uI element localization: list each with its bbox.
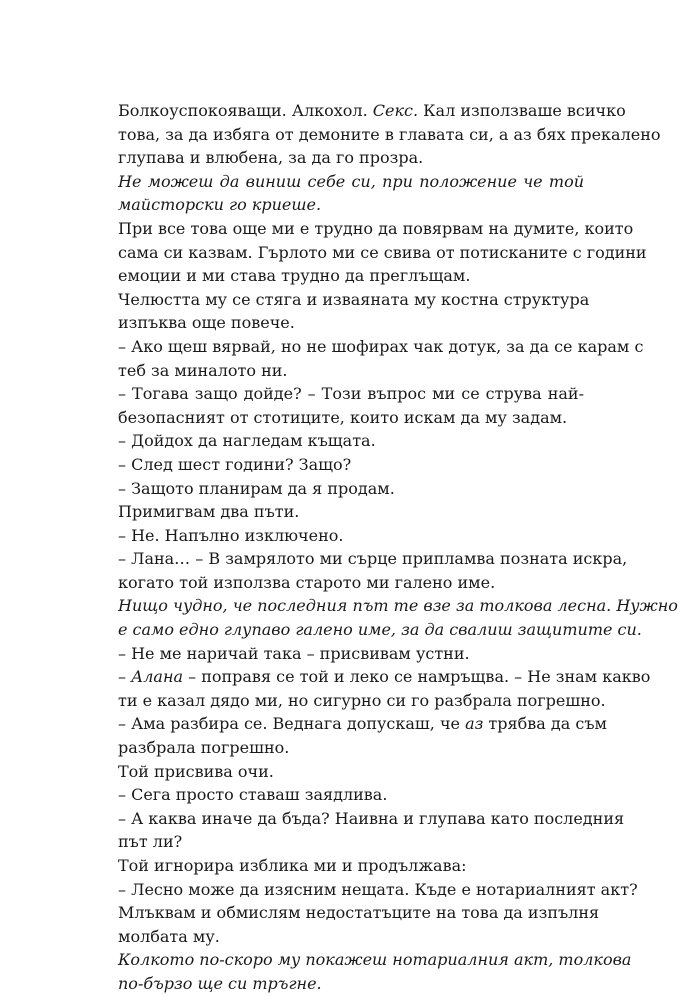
text-line bbox=[118, 547, 628, 571]
text-run: – Не ме наричай така – присвивам устни. bbox=[118, 643, 470, 663]
text-run: – Сега просто ставаш заядлива. bbox=[118, 785, 388, 805]
text-line bbox=[118, 712, 607, 736]
text-run: – След шест години? Защо? bbox=[118, 454, 352, 474]
text-run: Кал използваше всичко bbox=[418, 101, 626, 120]
text-line bbox=[118, 123, 661, 147]
text-line bbox=[118, 193, 584, 217]
italic-text-run: Колкото по-скоро му покажеш нотариалния акт, толкова bbox=[118, 950, 632, 970]
italic-text-run: Не можеш да виниш себе си, при положение че той bbox=[118, 171, 584, 191]
text-line bbox=[118, 288, 590, 312]
paragraph bbox=[118, 642, 584, 666]
text-run: когато той използва старото ми галено име. bbox=[118, 572, 496, 592]
paragraph bbox=[118, 807, 625, 854]
text-line bbox=[118, 901, 600, 925]
text-line bbox=[118, 429, 584, 453]
text-run: глупава и влюбена, за да го прозра. bbox=[118, 148, 424, 168]
text-run: теб за миналото ни. bbox=[118, 360, 288, 380]
text-line bbox=[118, 972, 584, 996]
text-line bbox=[118, 689, 606, 713]
paragraph bbox=[118, 453, 584, 477]
text-run: Той присвива очи. bbox=[118, 761, 274, 781]
italic-text-run: Алана bbox=[131, 667, 184, 687]
text-line bbox=[118, 665, 651, 689]
text-line bbox=[118, 736, 584, 760]
paragraph bbox=[118, 665, 651, 712]
paragraph bbox=[118, 500, 584, 524]
text-line bbox=[118, 241, 647, 265]
italic-text-run: Секс. bbox=[372, 101, 419, 120]
text-run: Млъквам и обмислям недостатъците на това да изпълня bbox=[118, 903, 600, 923]
paragraph bbox=[118, 170, 584, 217]
text-run: – Дойдох да нагледам къщата. bbox=[118, 431, 376, 451]
text-run: При все това още ми е трудно да повярвам на думите, които bbox=[118, 218, 634, 238]
paragraph bbox=[118, 429, 584, 453]
paragraph bbox=[118, 335, 644, 382]
text-run: – Лесно може да изясним нещата. Къде е нотариалният акт? bbox=[118, 879, 638, 899]
paragraph bbox=[118, 217, 647, 288]
text-run: – bbox=[118, 667, 132, 687]
paragraph bbox=[118, 760, 584, 784]
paragraph bbox=[118, 712, 607, 759]
text-line bbox=[118, 642, 584, 666]
text-run: трябва да съм bbox=[483, 714, 607, 734]
text-line bbox=[118, 948, 632, 972]
italic-text-run: по-бързо ще си тръгне. bbox=[118, 973, 322, 993]
text-line bbox=[118, 618, 642, 642]
text-line bbox=[118, 453, 584, 477]
text-run: – Лана… – В замрялото ми сърце припламва позната искра, bbox=[118, 549, 628, 569]
text-run: Болкоуспокояващи. Алкохол. bbox=[118, 101, 373, 120]
paragraph bbox=[118, 288, 590, 335]
text-line bbox=[118, 359, 584, 383]
paragraph bbox=[118, 854, 584, 878]
text-run: – Ако щеш вярвай, но не шофирах чак дотук, за да се карам с bbox=[118, 336, 644, 356]
paragraph bbox=[118, 99, 661, 170]
text-run: Примигвам два пъти. bbox=[118, 502, 300, 522]
italic-text-run: Нищо чудно, че последния път те взе за толкова лесна. Нужно bbox=[118, 596, 678, 616]
text-run: сама си казвам. Гърлото ми се свива от потисканите с години bbox=[118, 242, 647, 262]
text-line bbox=[118, 925, 584, 949]
text-line bbox=[118, 571, 584, 595]
page-body-text bbox=[118, 99, 678, 996]
italic-text-run: аз bbox=[465, 714, 484, 734]
italic-text-run: е само едно глупаво галено име, за да свалиш защитите си. bbox=[118, 620, 642, 640]
text-line bbox=[118, 500, 584, 524]
text-run: – Тогава защо дойде? – Този въпрос ми се струва най- bbox=[118, 384, 584, 404]
text-run: – поправя се той и леко се намръщва. – Не знам какво bbox=[183, 667, 651, 687]
text-line bbox=[118, 170, 584, 194]
text-line bbox=[118, 311, 584, 335]
paragraph bbox=[118, 948, 632, 995]
paragraph bbox=[118, 524, 584, 548]
text-line bbox=[118, 382, 584, 406]
text-line bbox=[118, 783, 584, 807]
text-line bbox=[118, 878, 638, 902]
text-run: разбрала погрешно. bbox=[118, 738, 290, 758]
text-run: – Не. Напълно изключено. bbox=[118, 525, 344, 545]
text-run: ти е казал дядо ми, но сигурно си го разбрала погрешно. bbox=[118, 690, 606, 710]
paragraph bbox=[118, 594, 678, 641]
text-line bbox=[118, 264, 584, 288]
paragraph bbox=[118, 878, 638, 902]
text-run: Челюстта му се стяга и изваяната му костна структура bbox=[118, 289, 590, 309]
text-run: – Ама разбира се. Веднага допускаш, че bbox=[118, 714, 466, 734]
text-line bbox=[118, 854, 584, 878]
text-line bbox=[118, 406, 584, 430]
text-run: Той игнорира изблика ми и продължава: bbox=[118, 856, 467, 875]
paragraph bbox=[118, 547, 628, 594]
text-line bbox=[118, 524, 584, 548]
text-line bbox=[118, 146, 584, 170]
paragraph bbox=[118, 783, 584, 807]
text-line bbox=[118, 760, 584, 784]
text-line bbox=[118, 335, 644, 359]
text-line bbox=[118, 217, 634, 241]
text-run: безопасният от стотиците, които искам да му задам. bbox=[118, 407, 568, 427]
paragraph bbox=[118, 382, 584, 429]
text-line bbox=[118, 807, 625, 831]
text-line bbox=[118, 477, 584, 501]
text-run: – Защото планирам да я продам. bbox=[118, 478, 395, 498]
text-line bbox=[118, 830, 584, 854]
text-run: изпъква още повече. bbox=[118, 313, 295, 333]
paragraph bbox=[118, 901, 600, 948]
italic-text-run: майсторски го криеше. bbox=[118, 195, 322, 215]
text-run: молбата му. bbox=[118, 926, 220, 946]
paragraph bbox=[118, 477, 584, 501]
text-run: път ли? bbox=[118, 832, 183, 852]
text-line bbox=[118, 99, 626, 123]
text-run: – А каква иначе да бъда? Наивна и глупава като последния bbox=[118, 808, 625, 828]
text-run: емоции и ми става трудно да преглъщам. bbox=[118, 266, 471, 286]
text-line bbox=[118, 594, 678, 618]
text-run: това, за да избяга от демоните в главата си, а аз бях прекалено bbox=[118, 124, 661, 144]
